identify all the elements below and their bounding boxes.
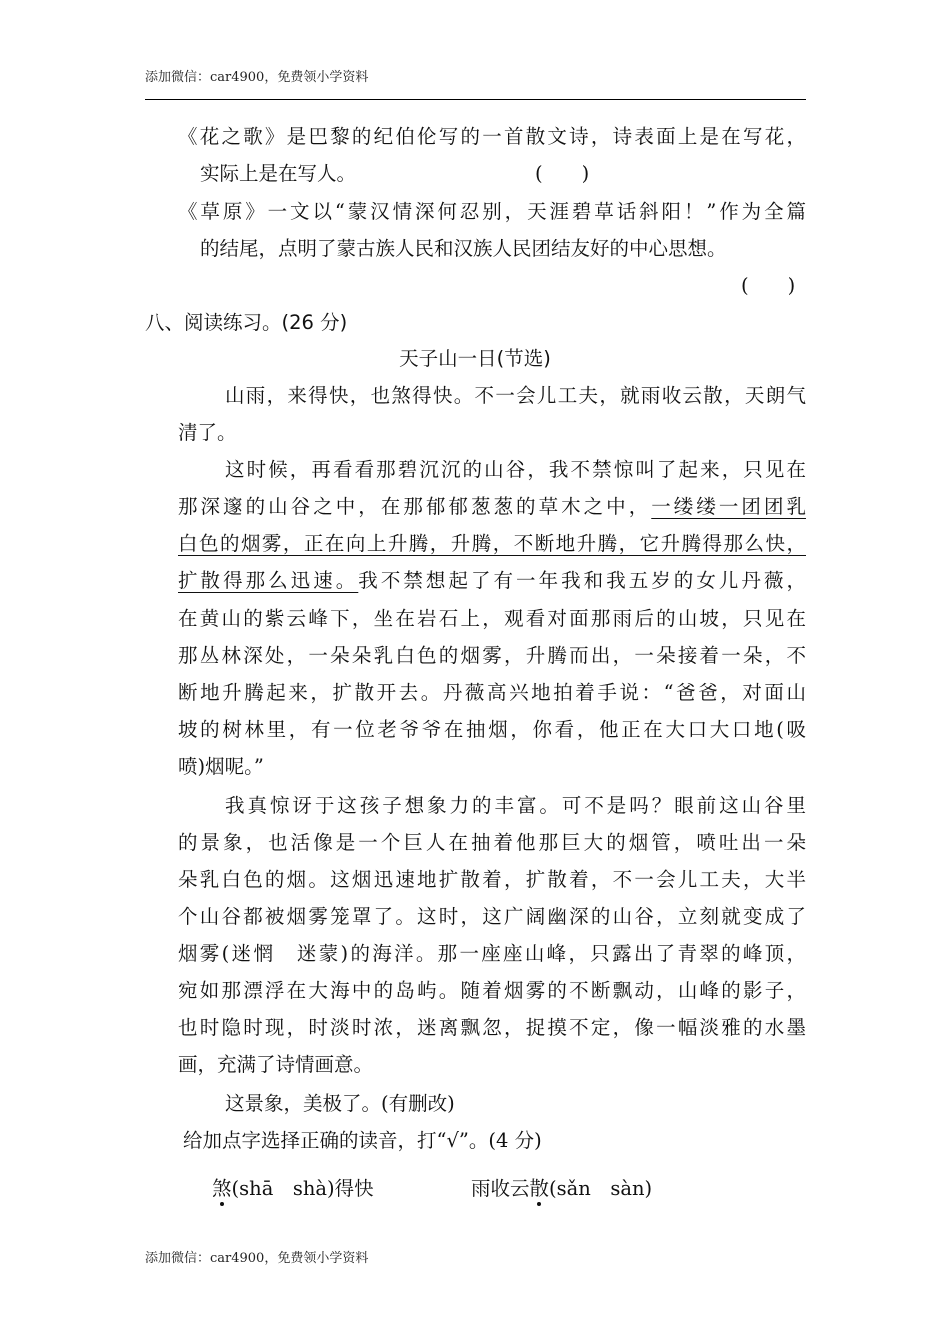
passage-p2-line4-text: 我不禁想起了有一年我和我五岁的女儿丹薇， [358, 569, 806, 592]
judge-item-2-line1: 《草原》一文以“蒙汉情深何忍别，天涯碧草话斜阳！”作为全篇 [178, 200, 806, 223]
passage-p3-line5: 烟雾(迷惘 迷蒙)的海洋。那一座座山峰，只露出了青翠的峰顶， [178, 942, 806, 965]
question-option-1-pinyin: (shā shà)得快 [231, 1177, 374, 1200]
question-prompt: 给加点字选择正确的读音，打“√”。(4 分) [183, 1129, 542, 1152]
passage-p2-line7: 断地升腾起来，扩散开去。丹薇高兴地拍着手说：“爸爸，对面山 [178, 681, 806, 704]
underlined-sentence-middle: 白色的烟雾，正在向上升腾，升腾，不断地升腾，它升腾得那么快， [178, 532, 806, 555]
passage-p2-line4 [178, 571, 806, 591]
passage-p3-line1: 我真惊讶于这孩子想象力的丰富。可不是吗？眼前这山谷里 [225, 794, 806, 817]
header-divider [145, 99, 806, 100]
question-option-2 [471, 1179, 652, 1199]
passage-p2-line2-text: 那深邃的山谷之中，在那郁郁葱葱的草木之中， [178, 495, 652, 518]
judge-item-1-line2: 实际上是在写人。 [200, 162, 357, 185]
judge-item-1-line1: 《花之歌》是巴黎的纪伯伦写的一首散文诗，诗表面上是在写花， [178, 125, 806, 148]
passage-p3-line6: 宛如那漂浮在大海中的岛屿。随着烟雾的不断飘动，山峰的影子， [178, 979, 806, 1002]
passage-p3-line2: 的景象，也活像是一个巨人在抽着他那巨大的烟管，喷吐出一朵 [178, 831, 806, 854]
page-header: 添加微信：car4900，免费领小学资料 [145, 70, 369, 85]
passage-p4: 这景象，美极了。(有删改) [225, 1092, 455, 1115]
section-heading: 八、阅读练习。(26 分) [145, 311, 348, 334]
passage-p1-line1: 山雨，来得快，也煞得快。不一会儿工夫，就雨收云散，天朗气 [225, 384, 806, 407]
passage-p3-line7: 也时隐时现，时淡时浓，迷离飘忽，捉摸不定，像一幅淡雅的水墨 [178, 1016, 806, 1039]
passage-p2-line8: 坡的树林里，有一位老爷爷在抽烟，你看，他正在大口大口地(吸 [178, 718, 806, 741]
passage-p2-line1: 这时候，再看看那碧沉沉的山谷，我不禁惊叫了起来，只见在 [225, 458, 806, 481]
passage-p3-line3: 朵乳白色的烟。这烟迅速地扩散着，扩散着，不一会儿工夫，大半 [178, 868, 806, 891]
passage-p2-line6: 那丛林深处，一朵朵乳白色的烟雾，升腾而出，一朵接着一朵，不 [178, 644, 806, 667]
dotted-char-2: 散 [529, 1177, 550, 1200]
question-option-2-prefix: 雨收云 [471, 1177, 530, 1200]
question-option-2-pinyin: (sǎn sàn) [549, 1177, 653, 1200]
passage-p2-line5: 在黄山的紫云峰下，坐在岩石上，观看对面那雨后的山坡，只见在 [178, 607, 806, 630]
passage-p3-line8: 画，充满了诗情画意。 [178, 1053, 374, 1076]
judge-item-1-answer-paren: ( ) [535, 162, 590, 185]
judge-item-2-line2: 的结尾，点明了蒙古族人民和汉族人民团结友好的中心思想。 [200, 237, 727, 260]
underlined-sentence-start: 一缕缕一团团乳 [651, 495, 806, 518]
passage-p3-line4: 个山谷都被烟雾笼罩了。这时，这广阔幽深的山谷，立刻就变成了 [178, 905, 806, 928]
passage-p2-line9: 喷)烟呢。” [178, 755, 264, 778]
passage-p2-line2 [178, 497, 806, 517]
dotted-char-1: 煞 [212, 1177, 232, 1200]
passage-title: 天子山一日(节选) [399, 347, 551, 370]
page-footer: 添加微信：car4900，免费领小学资料 [145, 1251, 369, 1266]
passage-p1-line2: 清了。 [178, 421, 237, 444]
underlined-sentence-end: 扩散得那么迅速。 [178, 569, 359, 592]
judge-item-2-answer-paren: ( ) [741, 274, 796, 297]
question-option-1 [212, 1179, 374, 1199]
